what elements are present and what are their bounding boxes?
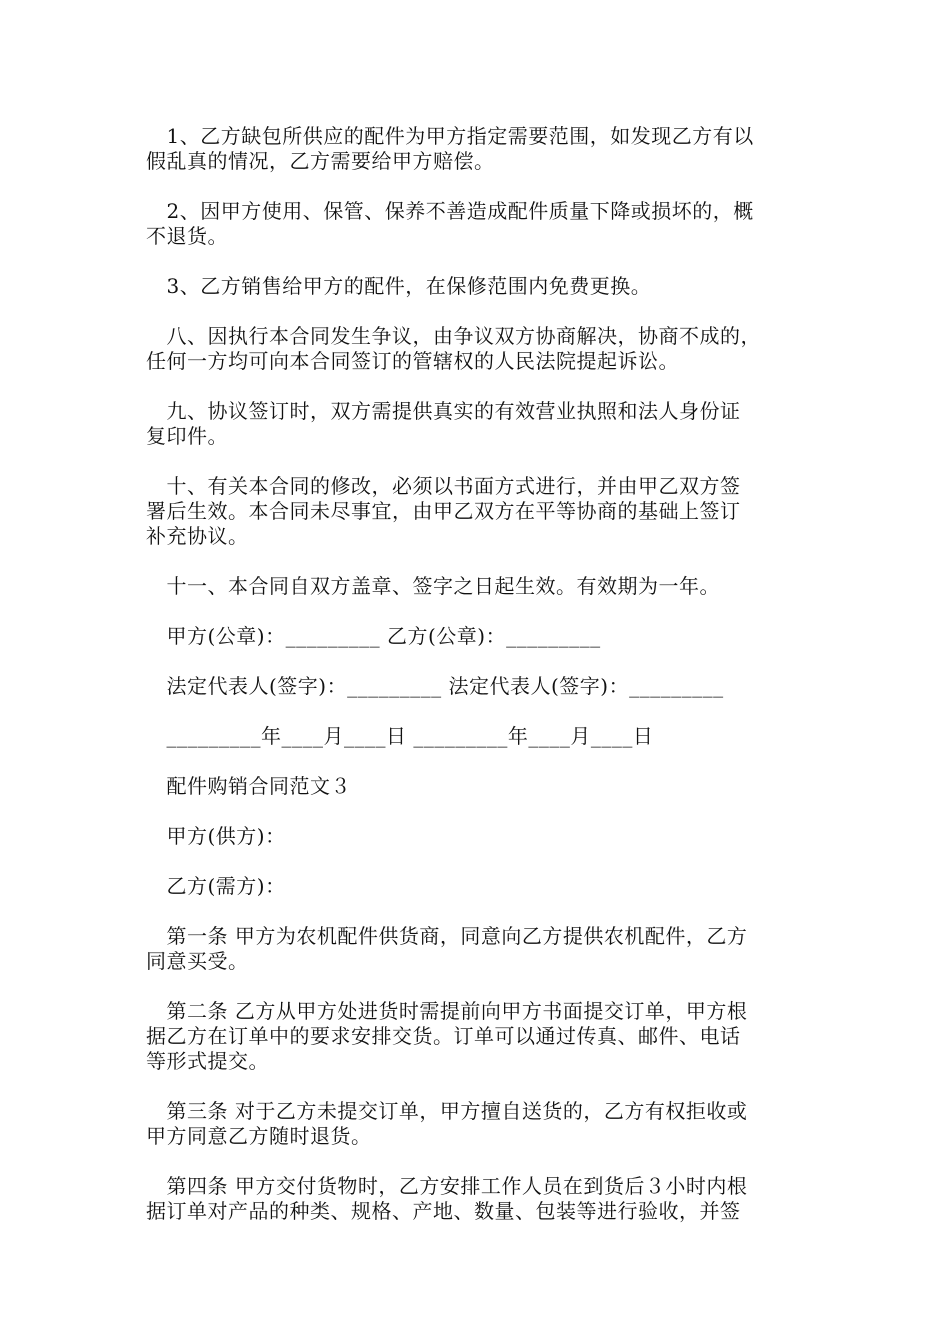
paragraph-article-11: 十一、本合同自双方盖章、签字之日起生效。有效期为一年。 — [146, 574, 720, 598]
party-b-line: 乙方(需方)： — [146, 874, 286, 898]
party-a-line: 甲方(供方)： — [146, 824, 286, 848]
signature-representative-line: 法定代表人(签字)：_________ 法定代表人(签字)：_________ — [146, 674, 724, 698]
paragraph-term-2: 第二条 乙方从甲方处进货时需提前向甲方书面提交订单，甲方根 据乙方在订单中的要求安排交货。订单可以通过传真、邮件、电话 等形式提交。 — [146, 999, 748, 1073]
signature-seal-line: 甲方(公章)：_________ 乙方(公章)：_________ — [146, 624, 601, 648]
paragraph-clause-1: 1、乙方缺包所供应的配件为甲方指定需要范围，如发现乙方有以 假乱真的情况，乙方需要给甲方赔偿。 — [146, 124, 754, 173]
paragraph-term-3: 第三条 对于乙方未提交订单，甲方擅自送货的，乙方有权拒收或 甲方同意乙方随时退货。 — [146, 1099, 748, 1148]
paragraph-term-1: 第一条 甲方为农机配件供货商，同意向乙方提供农机配件，乙方 同意买受。 — [146, 924, 748, 973]
paragraph-article-10: 十、有关本合同的修改，必须以书面方式进行，并由甲乙双方签 署后生效。本合同未尽事宜，由甲乙双方在平等协商的基础上签订 补充协议。 — [146, 474, 741, 548]
paragraph-article-9: 九、协议签订时，双方需提供真实的有效营业执照和法人身份证 复印件。 — [146, 399, 741, 448]
paragraph-clause-2: 2、因甲方使用、保管、保养不善造成配件质量下降或损坏的，概 不退货。 — [146, 199, 754, 248]
section-title: 配件购销合同范文３ — [146, 774, 351, 798]
paragraph-clause-3: 3、乙方销售给甲方的配件，在保修范围内免费更换。 — [146, 274, 652, 298]
paragraph-article-8: 八、因执行本合同发生争议，由争议双方协商解决，协商不成的， 任何一方均可向本合同签订的管辖权的人民法院提起诉讼。 — [146, 324, 761, 373]
signature-date-line: _________年____月____日 _________年____月____日 — [146, 724, 654, 748]
paragraph-term-4: 第四条 甲方交付货物时，乙方安排工作人员在到货后３小时内根 据订单对产品的种类、规格、产地、数量、包装等进行验收，并签 — [146, 1174, 748, 1223]
